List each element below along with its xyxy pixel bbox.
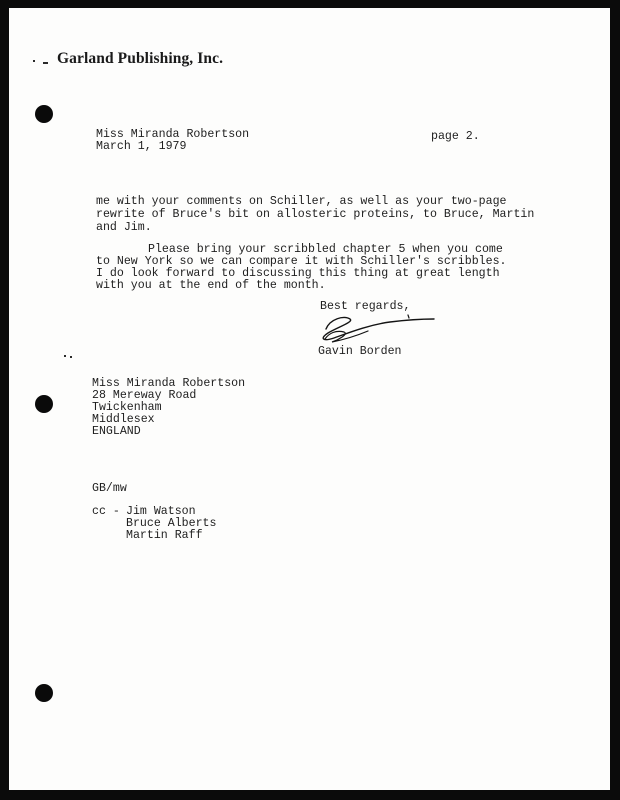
letterhead: Garland Publishing, Inc. [57,50,224,67]
punch-hole [35,395,53,413]
punch-hole [35,105,53,123]
margin-mark [43,62,48,64]
closing-salutation: Best regards, [320,300,411,313]
margin-dot [33,60,35,62]
address-line: 28 Mereway Road [92,389,197,402]
body-line: Please bring your scribbled chapter 5 when you come [148,243,503,256]
punch-hole [35,684,53,702]
signer-name: Gavin Borden [318,345,402,358]
body-line: with you at the end of the month. [96,279,326,292]
body-line: and Jim. [96,221,152,234]
cc-recipient: Martin Raff [126,529,203,542]
heading-name: Miss Miranda Robertson [96,128,250,141]
address-line: Middlesex [92,413,155,426]
page-number: page 2. [431,130,480,143]
cc-recipient: Bruce Alberts [126,517,217,530]
cc-label: cc - [92,505,120,518]
cc-recipient: Jim Watson [126,505,196,518]
body-line: to New York so we can compare it with Schiller's scribbles. [96,255,507,268]
margin-dot [70,356,72,358]
signature [316,309,440,349]
address-line: ENGLAND [92,425,141,438]
address-line: Twickenham [92,401,162,414]
margin-dot [64,355,66,357]
typist-initials: GB/mw [92,482,127,495]
body-line: rewrite of Bruce's bit on allosteric proteins, to Bruce, Martin [96,208,535,221]
heading-date: March 1, 1979 [96,140,187,153]
address-line: Miss Miranda Robertson [92,377,246,390]
body-line: I do look forward to discussing this thing at great length [96,267,500,280]
body-line: me with your comments on Schiller, as well as your two-page [96,195,507,208]
